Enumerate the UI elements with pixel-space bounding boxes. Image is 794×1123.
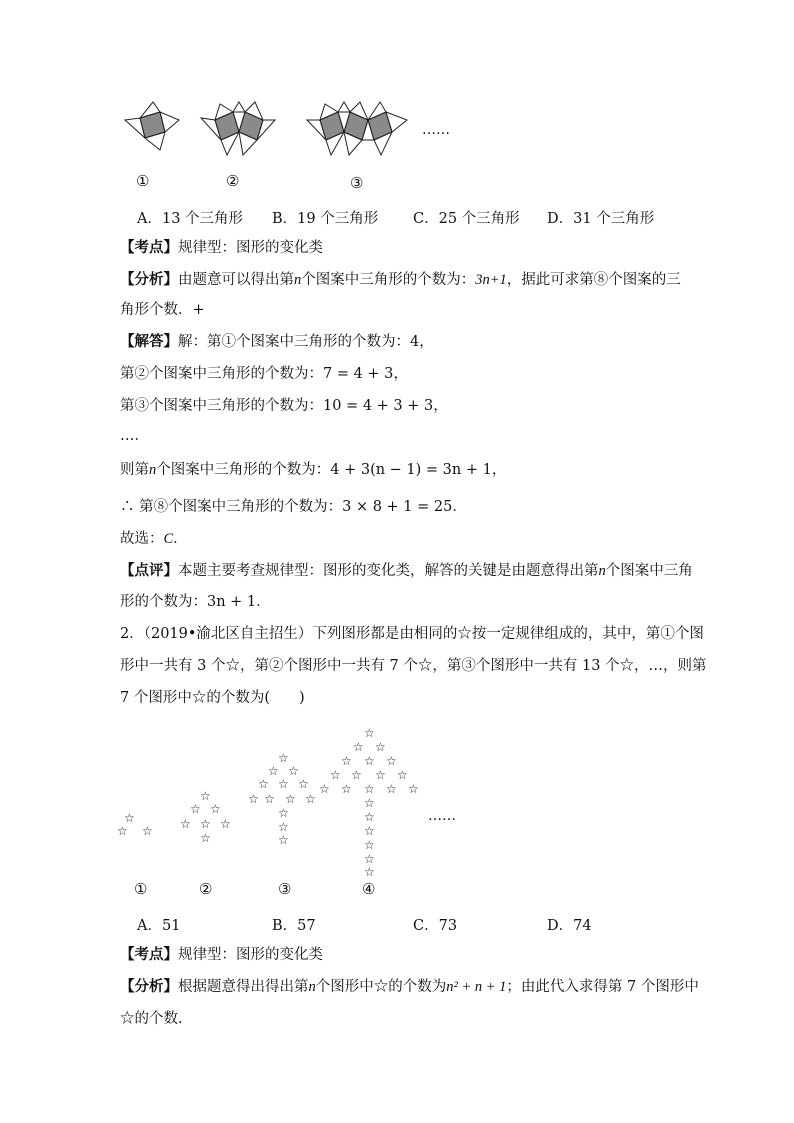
star-icon: ☆: [364, 796, 375, 810]
q1-fenxi-line-2: 角形个数．+: [120, 302, 205, 318]
star-icon: ☆: [190, 802, 201, 816]
star-icon: ☆: [364, 754, 375, 768]
q2-figure-label-3: ③: [278, 880, 292, 898]
star-icon: ☆: [397, 768, 408, 782]
q2-figure-label-1: ①: [134, 880, 148, 898]
q1-jieda-line-7: 故选：C．: [120, 531, 188, 547]
q1-option-a[interactable]: A．13 个三角形: [137, 211, 244, 227]
q1-dianping-line-1: 【点评】本题主要考查规律型：图形的变化类，解答的关键是由题意得出第n个图案中三角: [120, 562, 693, 579]
star-icon: ☆: [364, 782, 375, 796]
star-icon: ☆: [200, 831, 211, 845]
star-icon: ☆: [200, 817, 211, 831]
q1-jieda-line-6: ∴ 第⑧个图案中三角形的个数为：3 × 8 + 1 = 25．: [120, 499, 467, 515]
q1-option-b[interactable]: B．19 个三角形: [272, 211, 379, 227]
star-icon: ☆: [364, 810, 375, 824]
q1-jieda-line-3: 第③个图案中三角形的个数为：10 = 4 + 3 + 3，: [120, 398, 448, 414]
q1-jieda-line-2: 第②个图案中三角形的个数为：7 = 4 + 3，: [120, 366, 408, 382]
star-icon: ☆: [364, 852, 375, 866]
q1-figure-label-2: ②: [226, 172, 240, 190]
q1-figure-label-3: ③: [350, 174, 364, 192]
q2-ellipsis: ……: [428, 808, 456, 824]
q1-kaodian: 【考点】规律型：图形的变化类: [120, 239, 323, 256]
q1-option-c[interactable]: C．25 个三角形: [413, 211, 520, 227]
star-icon: ☆: [248, 792, 259, 806]
star-icon: ☆: [408, 782, 419, 796]
star-icon: ☆: [330, 768, 341, 782]
q2-fenxi-line-2: ☆的个数.: [120, 1011, 183, 1027]
star-icon: ☆: [305, 792, 316, 806]
q2-stem-line-3: 7 个图形中☆的个数为( ): [120, 690, 305, 706]
star-icon: ☆: [278, 820, 289, 834]
star-icon: ☆: [210, 802, 221, 816]
q2-option-d[interactable]: D．74: [547, 918, 592, 934]
star-icon: ☆: [278, 751, 289, 765]
star-icon: ☆: [364, 726, 375, 740]
q1-option-d[interactable]: D．31 个三角形: [547, 211, 655, 227]
q1-dianping-line-2: 形的个数为：3n + 1．: [120, 594, 271, 610]
q2-fenxi-line-1: 【分析】根据题意得出得出第n个图形中☆的个数为n² + n + 1；由此代入求得第 7 个图形中: [120, 978, 699, 995]
q1-ellipsis: ……: [422, 122, 450, 138]
star-icon: ☆: [220, 817, 231, 831]
q2-kaodian: 【考点】规律型：图形的变化类: [120, 946, 323, 963]
star-icon: ☆: [341, 782, 352, 796]
star-icon: ☆: [375, 740, 386, 754]
star-icon: ☆: [285, 792, 296, 806]
q1-jieda-line-1: 【解答】解：第①个图案中三角形的个数为：4，: [120, 333, 434, 350]
q1-figure-label-1: ①: [136, 172, 150, 190]
star-icon: ☆: [375, 768, 386, 782]
q2-option-a[interactable]: A．51: [137, 918, 181, 934]
star-icon: ☆: [117, 824, 128, 838]
star-icon: ☆: [142, 824, 153, 838]
star-icon: ☆: [278, 833, 289, 847]
q1-fenxi-line-1: 【分析】由题意可以得出第n个图案中三角形的个数为：3n+1，据此可求第⑧个图案的三: [120, 271, 681, 288]
q2-option-c[interactable]: C．73: [413, 918, 458, 934]
star-icon: ☆: [351, 768, 362, 782]
star-icon: ☆: [386, 782, 397, 796]
q2-stem-line-1: 2．（2019•渝北区自主招生）下列图形都是由相同的☆按一定规律组成的，其中，第①个图: [120, 626, 704, 642]
star-icon: ☆: [278, 777, 289, 791]
star-icon: ☆: [258, 777, 269, 791]
star-icon: ☆: [353, 740, 364, 754]
star-icon: ☆: [268, 764, 279, 778]
q2-option-b[interactable]: B．57: [272, 918, 316, 934]
star-icon: ☆: [180, 817, 191, 831]
star-icon: ☆: [298, 777, 309, 791]
q2-figure-label-2: ②: [199, 880, 213, 898]
q2-stem-line-2: 形中一共有 3 个☆，第②个图形中一共有 7 个☆，第③个图形中一共有 13 个☆，…，则第: [120, 658, 707, 674]
star-icon: ☆: [364, 824, 375, 838]
star-icon: ☆: [386, 754, 397, 768]
star-icon: ☆: [364, 865, 375, 879]
star-icon: ☆: [288, 764, 299, 778]
star-icon: ☆: [264, 792, 275, 806]
q1-jieda-line-4: …．: [120, 428, 149, 444]
star-icon: ☆: [364, 838, 375, 852]
star-icon: ☆: [124, 811, 135, 825]
star-icon: ☆: [341, 754, 352, 768]
star-icon: ☆: [278, 806, 289, 820]
q2-figure-label-4: ④: [362, 880, 376, 898]
star-icon: ☆: [319, 782, 330, 796]
star-icon: ☆: [200, 789, 211, 803]
q1-jieda-line-5: 则第n个图案中三角形的个数为：4 + 3(n − 1) = 3n + 1，: [120, 462, 507, 478]
